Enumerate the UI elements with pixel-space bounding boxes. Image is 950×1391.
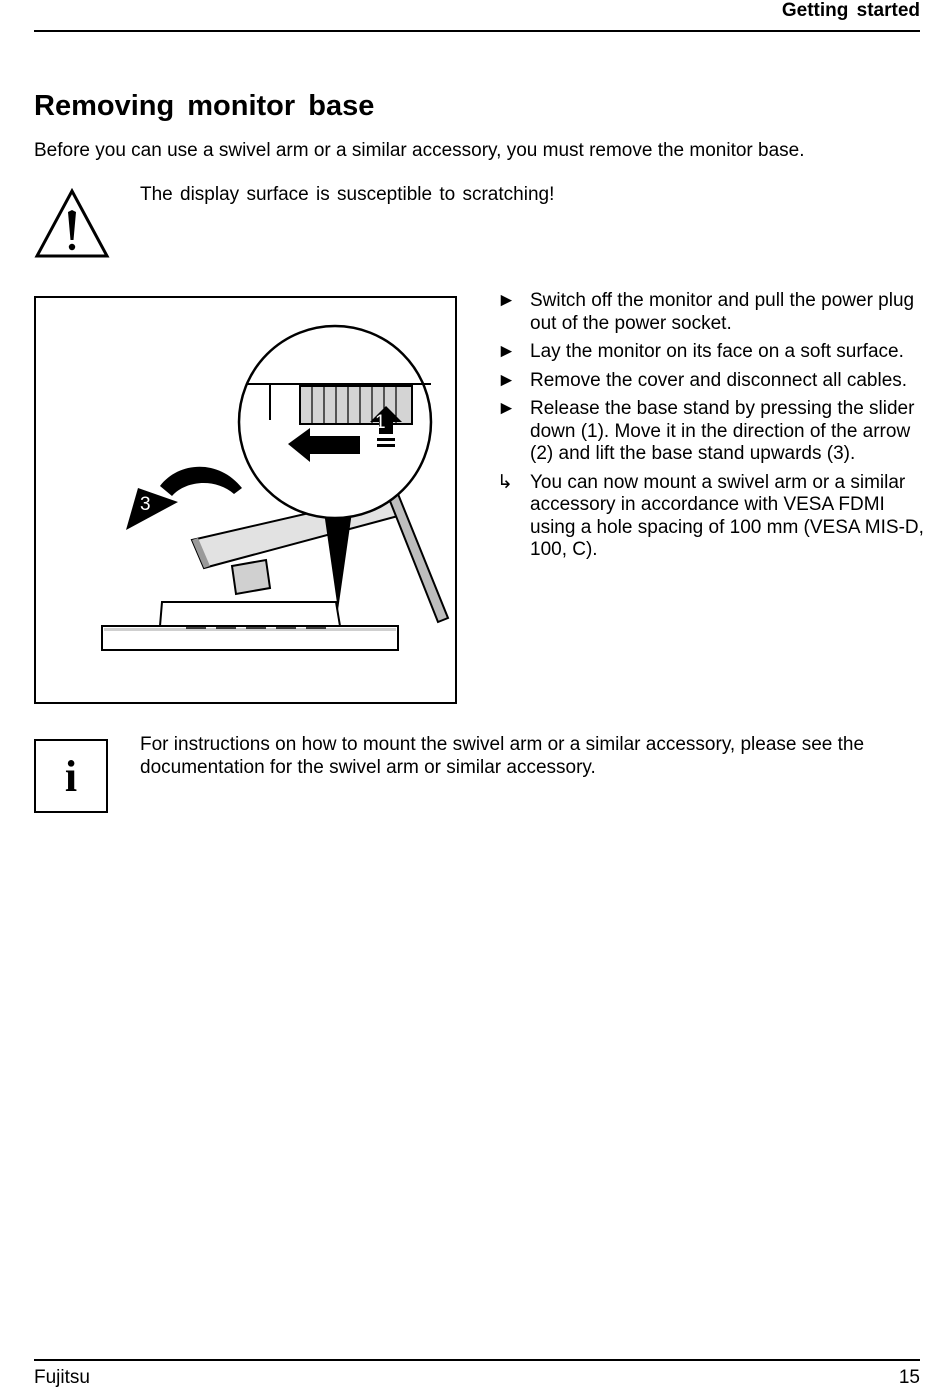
list-item (497, 398, 927, 466)
figure-callout-1: 1 (375, 412, 386, 433)
step-text: Switch off the monitor and pull the power plug out of the power socket. (530, 290, 915, 334)
page-number: 15 (898, 1367, 920, 1388)
info-icon (34, 739, 108, 813)
figure-callout-3: 3 (140, 494, 151, 515)
running-footer (34, 1359, 920, 1391)
monitor-base-illustration (34, 296, 457, 704)
info-note: For instructions on how to mount the swivel arm or a similar accessory, please see the documentation for the swivel arm or similar accessory. (140, 734, 865, 778)
footer-brand: Fujitsu (34, 1367, 90, 1388)
step-marker: ► (497, 398, 516, 419)
instruction-steps (497, 290, 927, 568)
list-item (497, 341, 927, 364)
figure-callout-2: 2 (302, 438, 313, 459)
step-text: Remove the cover and disconnect all cables. (530, 369, 908, 391)
header-section-label: Getting started (781, 0, 920, 21)
result-text: You can now mount a swivel arm or a similar accessory in accordance with VESA FDMI using a hole spacing of 100 mm (VESA MIS-D, 100, C). (530, 471, 924, 560)
warning-text: The display surface is susceptible to scratching! (140, 184, 555, 205)
page-title: Removing monitor base (34, 90, 375, 122)
step-marker: ► (497, 290, 516, 311)
info-glyph: i (64, 751, 78, 801)
step-marker: ► (497, 369, 516, 391)
warning-triangle-icon (34, 188, 110, 260)
step-marker: ► (497, 341, 516, 362)
running-header (34, 0, 920, 32)
list-item (497, 370, 927, 393)
list-item (497, 290, 927, 335)
result-marker: ↳ (497, 471, 513, 493)
step-text: Release the base stand by pressing the slider down (1). Move it in the direction of the arrow (2) and lift the base stand upwards (3). (530, 398, 915, 464)
intro-paragraph: Before you can use a swivel arm or a similar accessory, you must remove the monitor base. (34, 140, 805, 161)
step-text: Lay the monitor on its face on a soft surface. (530, 341, 904, 362)
list-item (497, 472, 927, 562)
